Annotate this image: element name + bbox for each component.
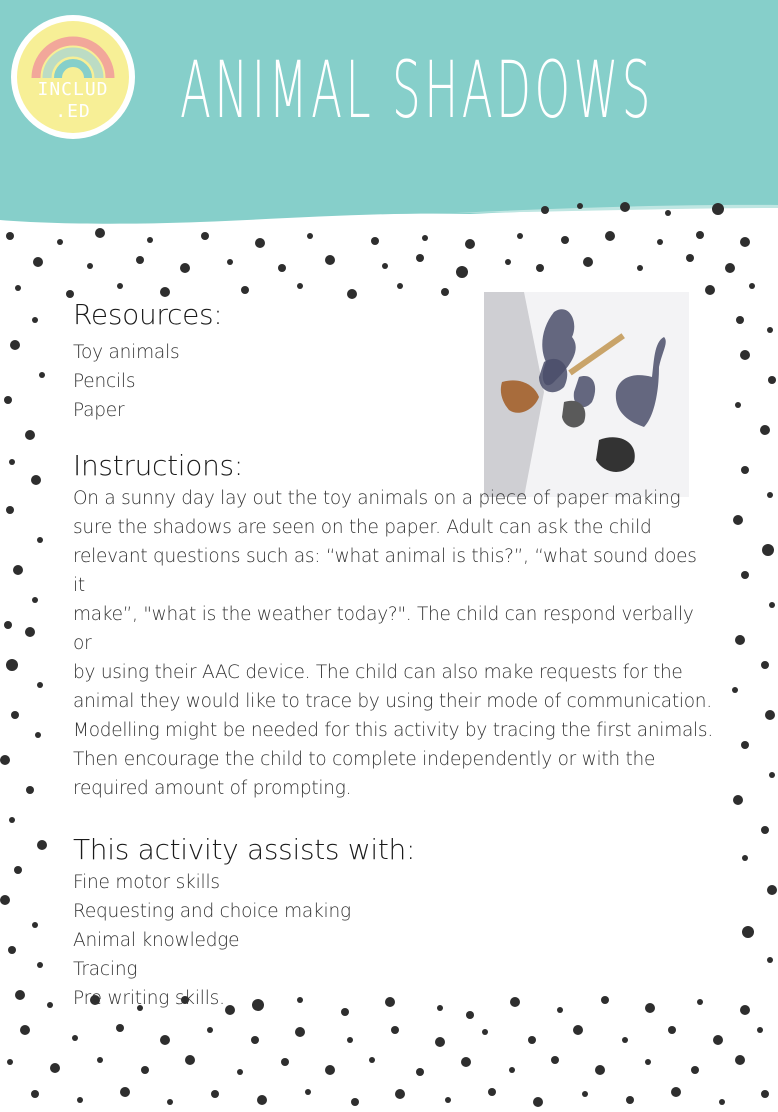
assists-item: Tracing	[73, 959, 138, 980]
instructions-text	[73, 484, 713, 803]
assists-heading: This activity assists with:	[73, 833, 416, 866]
assists-item: Pre writing skills.	[73, 988, 225, 1009]
instructions-heading: Instructions:	[73, 449, 243, 482]
resources-heading: Resources:	[73, 298, 223, 331]
instructions-line: required amount of prompting.	[73, 778, 352, 799]
resources-section	[73, 298, 713, 425]
logo-text-line2: .ED	[55, 101, 91, 122]
resource-item: Toy animals	[73, 342, 180, 363]
resource-item: Pencils	[73, 371, 136, 392]
assists-section	[73, 833, 713, 1013]
main-content	[73, 298, 713, 1013]
instructions-line: make”, "what is the weather today?". The child can respond verbally or	[73, 604, 694, 654]
instructions-line: Then encourage the child to complete independently or with the	[73, 749, 656, 770]
resource-item: Paper	[73, 400, 125, 421]
logo-text-line1: INCLUD	[37, 79, 109, 100]
instructions-line: by using their AAC device. The child can also make requests for the	[73, 662, 683, 683]
instructions-section	[73, 449, 713, 803]
assists-item: Animal knowledge	[73, 930, 240, 951]
assists-item: Requesting and choice making	[73, 901, 351, 922]
instructions-line: relevant questions such as: “what animal is this?”, “what sound does it	[73, 546, 697, 596]
instructions-line: On a sunny day lay out the toy animals on a piece of paper making	[73, 488, 681, 509]
instructions-line: sure the shadows are seen on the paper. Adult can ask the child	[73, 517, 652, 538]
instructions-line: Modelling might be needed for this activity by tracing the first animals.	[73, 720, 713, 741]
instructions-line: animal they would like to trace by using their mode of communication.	[73, 691, 712, 712]
assists-item: Fine motor skills	[73, 872, 220, 893]
page-title: ANIMAL SHADOWS	[180, 46, 654, 136]
